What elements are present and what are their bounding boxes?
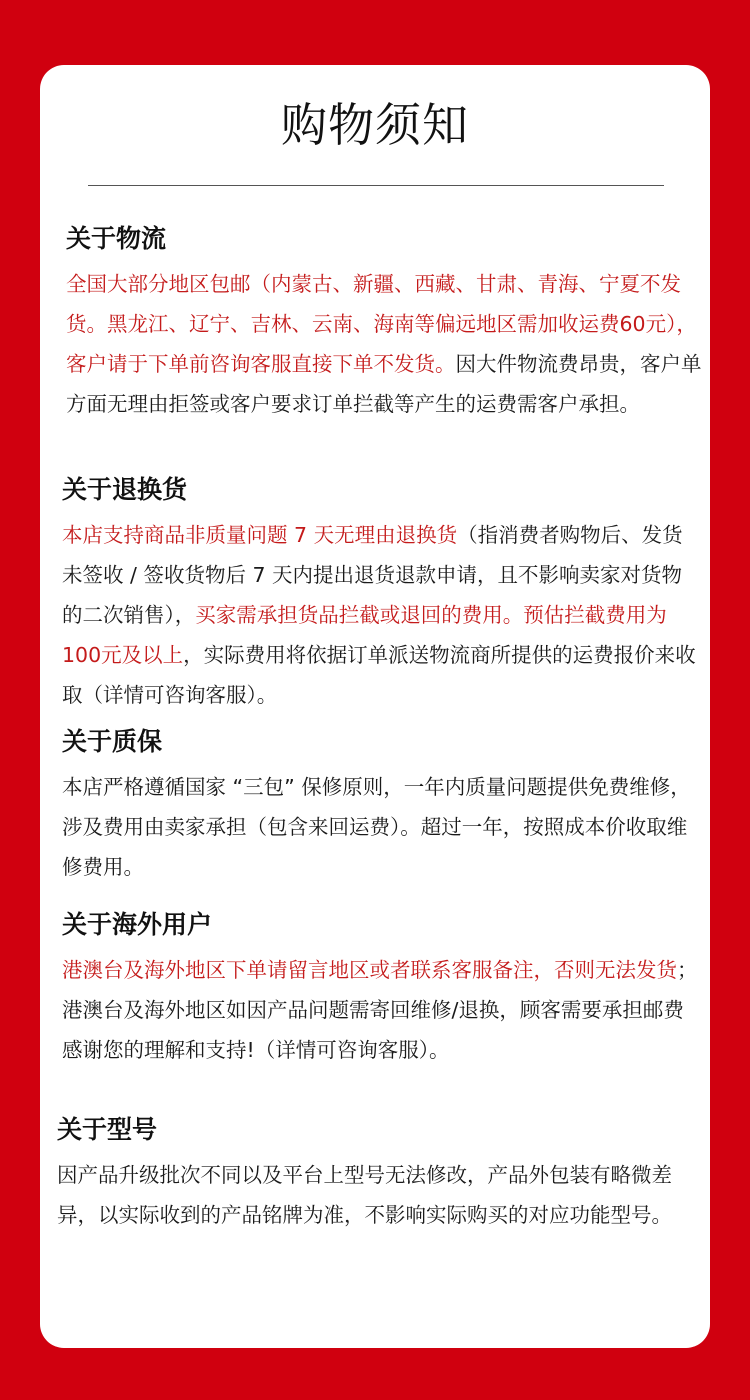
normal-text: ，实际费用将依据订单派送物流商所提供的运费报价来收取（详情可咨询客服）。 <box>62 643 696 707</box>
section-heading: 关于退换货 <box>62 475 188 504</box>
normal-text: 本店严格遵循国家 “三包” 保修原则，一年内质量问题提供免费维修，涉及费用由卖家承担（包含来回运费）。超过一年，按照成本价收取维修费用。 <box>62 775 691 879</box>
section-model <box>57 1113 697 1235</box>
section-body <box>57 1155 697 1235</box>
section-heading: 关于质保 <box>62 727 163 756</box>
section-returns <box>62 473 702 715</box>
normal-text: 因产品升级批次不同以及平台上型号无法修改，产品外包装有略微差异，以实际收到的产品铭牌为准，不影响实际购买的对应功能型号。 <box>57 1163 672 1227</box>
section-logistics <box>66 222 706 424</box>
section-heading: 关于型号 <box>57 1115 158 1144</box>
section-body <box>62 950 702 1070</box>
section-body <box>66 264 706 424</box>
section-warranty <box>62 725 702 887</box>
normal-text: ；港澳台及海外地区如因产品问题需寄回维修/退换，顾客需要承担邮费感谢您的理解和支持!（详情可咨询客服）。 <box>62 958 698 1062</box>
section-heading: 关于海外用户 <box>62 910 213 939</box>
section-overseas <box>62 908 702 1070</box>
page-title: 购物须知 <box>281 98 469 152</box>
title-divider <box>88 185 664 186</box>
normal-text: （指消费者购物后、发货未签收 / 签收货物后 7 天内提出退货退款申请，且不影响卖家对货物的二次销售）， <box>62 523 683 627</box>
normal-text: 因大件物流费昂贵，客户单方面无理由拒签或客户要求订单拦截等产生的运费需客户承担。 <box>66 352 702 416</box>
highlight-text: 全国大部分地区包邮（内蒙古、新疆、西藏、甘肃、青海、宁夏不发货。黑龙江、辽宁、吉林、云南、海南等偏远地区需加收运费60元），客户请于下单前咨询客服直接下单不发货。 <box>66 272 697 376</box>
section-heading: 关于物流 <box>66 224 167 253</box>
section-body <box>62 767 702 887</box>
section-body <box>62 515 702 715</box>
highlight-text: 本店支持商品非质量问题 7 天无理由退换货 <box>62 523 458 547</box>
highlight-text: 港澳台及海外地区下单请留言地区或者联系客服备注，否则无法发货 <box>62 958 677 982</box>
highlight-text: 买家需承担货品拦截或退回的费用。预估拦截费用为 100元及以上 <box>62 603 667 667</box>
